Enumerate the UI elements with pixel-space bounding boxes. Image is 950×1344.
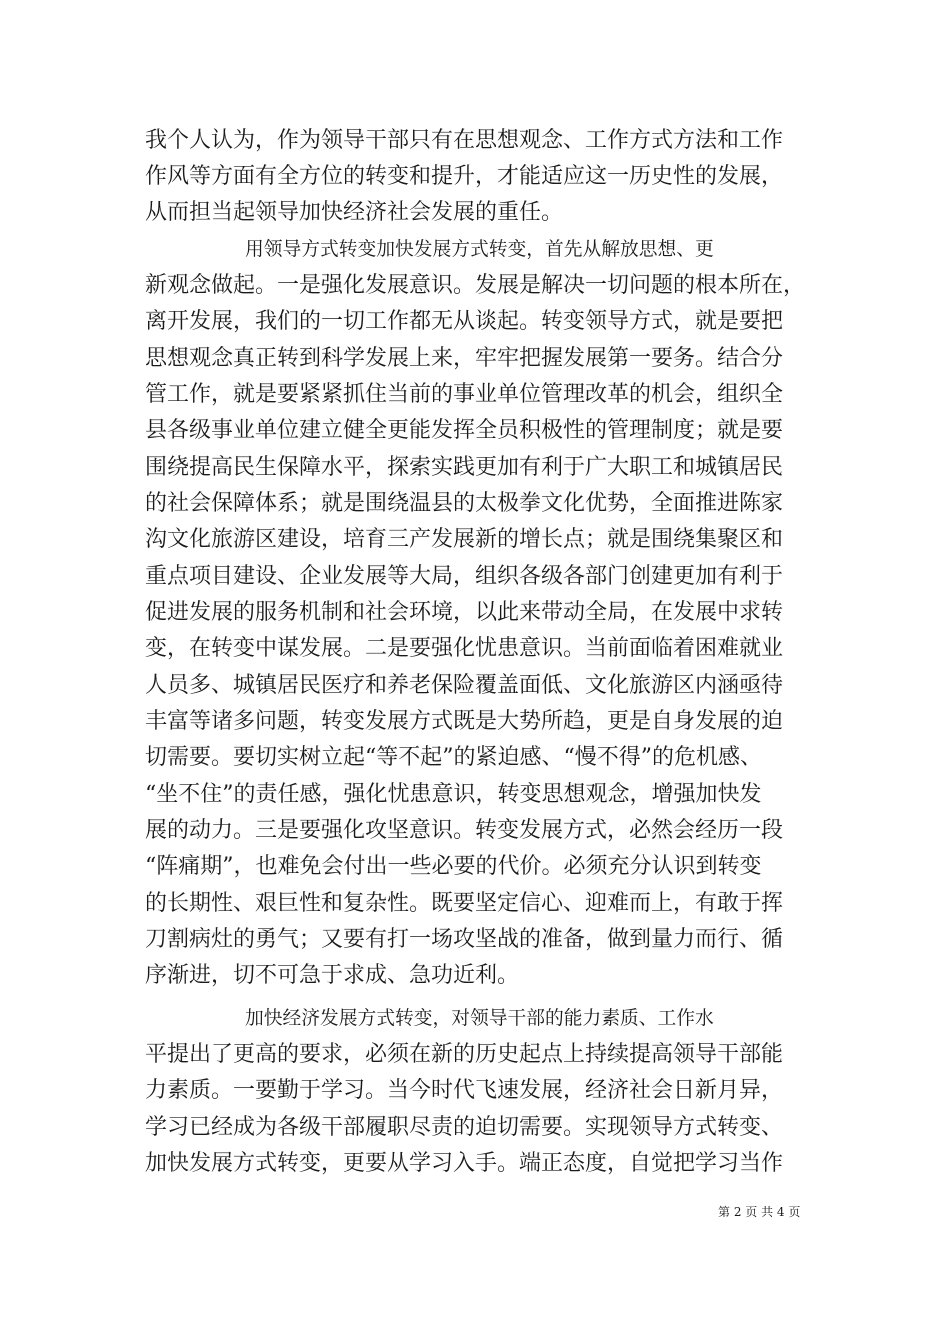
text-line: 丰富等诸多问题，转变发展方式既是大势所趋，更是自身发展的迫 [145, 709, 784, 734]
text-line: 人员多、城镇居民医疗和养老保险覆盖面低、文化旅游区内涵亟待 [145, 673, 784, 698]
text-line: 切需要。要切实树立起“等不起”的紧迫感、“慢不得”的危机感、 [145, 745, 762, 770]
text-line: 展的动力。三是要强化攻坚意识。转变发展方式，必然会经历一段 [145, 818, 784, 843]
text-line: 加快发展方式转变，更要从学习入手。端正态度，自觉把学习当作 [145, 1151, 784, 1176]
text-line: 新观念做起。一是强化发展意识。发展是解决一切问题的根本所在， [145, 273, 806, 298]
text-line: 围绕提高民生保障水平，探索实践更加有利于广大职工和城镇居民 [145, 455, 784, 480]
page-number-footer: 第 2 页 共 4 页 [718, 1205, 801, 1219]
text-line: 从而担当起领导加快经济社会发展的重任。 [145, 200, 564, 225]
text-line: “坐不住”的责任感，强化忧患意识，转变思想观念，增强加快发 [145, 782, 762, 807]
text-line: 沟文化旅游区建设，培育三产发展新的增长点；就是围绕集聚区和 [145, 527, 784, 552]
text-line: 序渐进，切不可急于求成、急功近利。 [145, 963, 520, 988]
text-line: 的长期性、艰巨性和复杂性。既要坚定信心、迎难而上，有敢于挥 [145, 891, 784, 916]
text-line: 思想观念真正转到科学发展上来，牢牢把握发展第一要务。结合分 [145, 346, 784, 371]
paragraph-start-line: 用领导方式转变加快发展方式转变，首先从解放思想、更 [245, 239, 714, 260]
text-line: 的社会保障体系；就是围绕温县的太极拳文化优势，全面推进陈家 [145, 491, 784, 516]
text-line: 管工作，就是要紧紧抓住当前的事业单位管理改革的机会，组织全 [145, 382, 784, 407]
text-line: 促进发展的服务机制和社会环境，以此来带动全局，在发展中求转 [145, 600, 784, 625]
text-line: 重点项目建设、企业发展等大局，组织各级各部门创建更加有利于 [145, 564, 784, 589]
text-line: 平提出了更高的要求，必须在新的历史起点上持续提高领导干部能 [145, 1042, 784, 1067]
text-line: 学习已经成为各级干部履职尽责的迫切需要。实现领导方式转变、 [145, 1115, 784, 1140]
text-line: 作风等方面有全方位的转变和提升，才能适应这一历史性的发展， [145, 164, 784, 189]
text-line: 离开发展，我们的一切工作都无从谈起。转变领导方式，就是要把 [145, 309, 784, 334]
text-line: “阵痛期”，也难免会付出一些必要的代价。必须充分认识到转变 [145, 854, 762, 879]
text-line: 刀割病灶的勇气；又要有打一场攻坚战的准备，做到量力而行、循 [145, 927, 784, 952]
text-line: 变，在转变中谋发展。二是要强化忧患意识。当前面临着困难就业 [145, 636, 784, 661]
text-line: 力素质。一要勤于学习。当今时代飞速发展，经济社会日新月异， [145, 1078, 784, 1103]
text-line: 县各级事业单位建立健全更能发挥全员积极性的管理制度；就是要 [145, 418, 784, 443]
paragraph-start-line: 加快经济发展方式转变，对领导干部的能力素质、工作水 [245, 1008, 714, 1029]
text-line: 我个人认为，作为领导干部只有在思想观念、工作方式方法和工作 [145, 128, 784, 153]
